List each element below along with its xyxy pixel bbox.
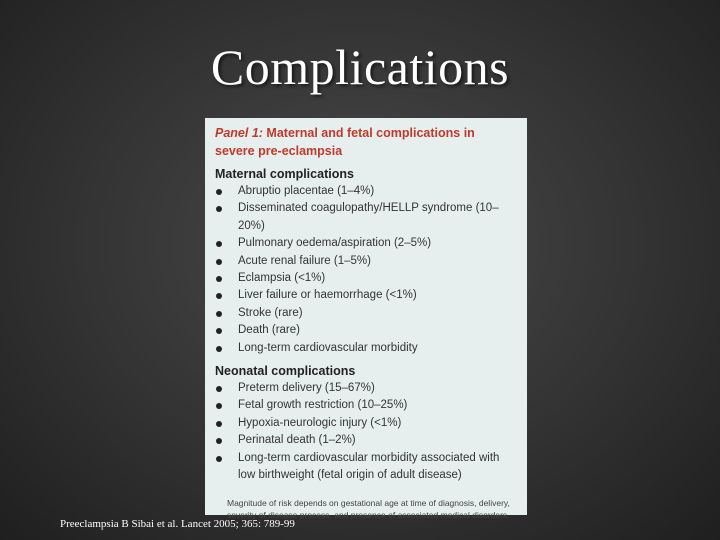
list-item: Stroke (rare) (215, 305, 517, 322)
list-item: Disseminated coagulopathy/HELLP syndrome (10–20%) (215, 200, 517, 235)
maternal-heading: Maternal complications (215, 167, 354, 181)
panel-footnote: Magnitude of risk depends on gestational age at time of diagnosis, delivery, severity of disease process, and presence of associated medical disorders. (227, 497, 510, 520)
slide-title: Complications (210, 39, 510, 95)
list-item: Long-term cardiovascular morbidity associated with low birthweight (fetal origin of adult disease) (215, 450, 517, 485)
list-item: Preterm delivery (15–67%) (215, 380, 517, 397)
panel-title-text: Maternal and fetal complications in severe pre-eclampsia (215, 126, 475, 158)
neonatal-heading: Neonatal complications (215, 364, 356, 379)
citation: Preeclampsia B Sibai et al. Lancet 2005; 365: 789-99 (60, 518, 295, 530)
complications-panel (205, 118, 527, 520)
neonatal-list (215, 380, 517, 484)
list-item: Abruptio placentae (1–4%) (215, 183, 517, 200)
list-item: Perinatal death (1–2%) (215, 432, 517, 449)
list-item: Fetal growth restriction (10–25%) (215, 397, 517, 414)
list-item: Death (rare) (215, 322, 517, 339)
list-item: Pulmonary oedema/aspiration (2–5%) (215, 235, 517, 252)
panel-label: Panel 1: (215, 126, 263, 140)
maternal-list (215, 183, 517, 357)
list-item: Liver failure or haemorrhage (<1%) (215, 287, 517, 304)
panel-title (215, 124, 517, 160)
list-item: Acute renal failure (1–5%) (215, 253, 517, 270)
list-item: Long-term cardiovascular morbidity (215, 340, 517, 357)
list-item: Eclampsia (<1%) (215, 270, 517, 287)
list-item: Hypoxia-neurologic injury (<1%) (215, 415, 517, 432)
